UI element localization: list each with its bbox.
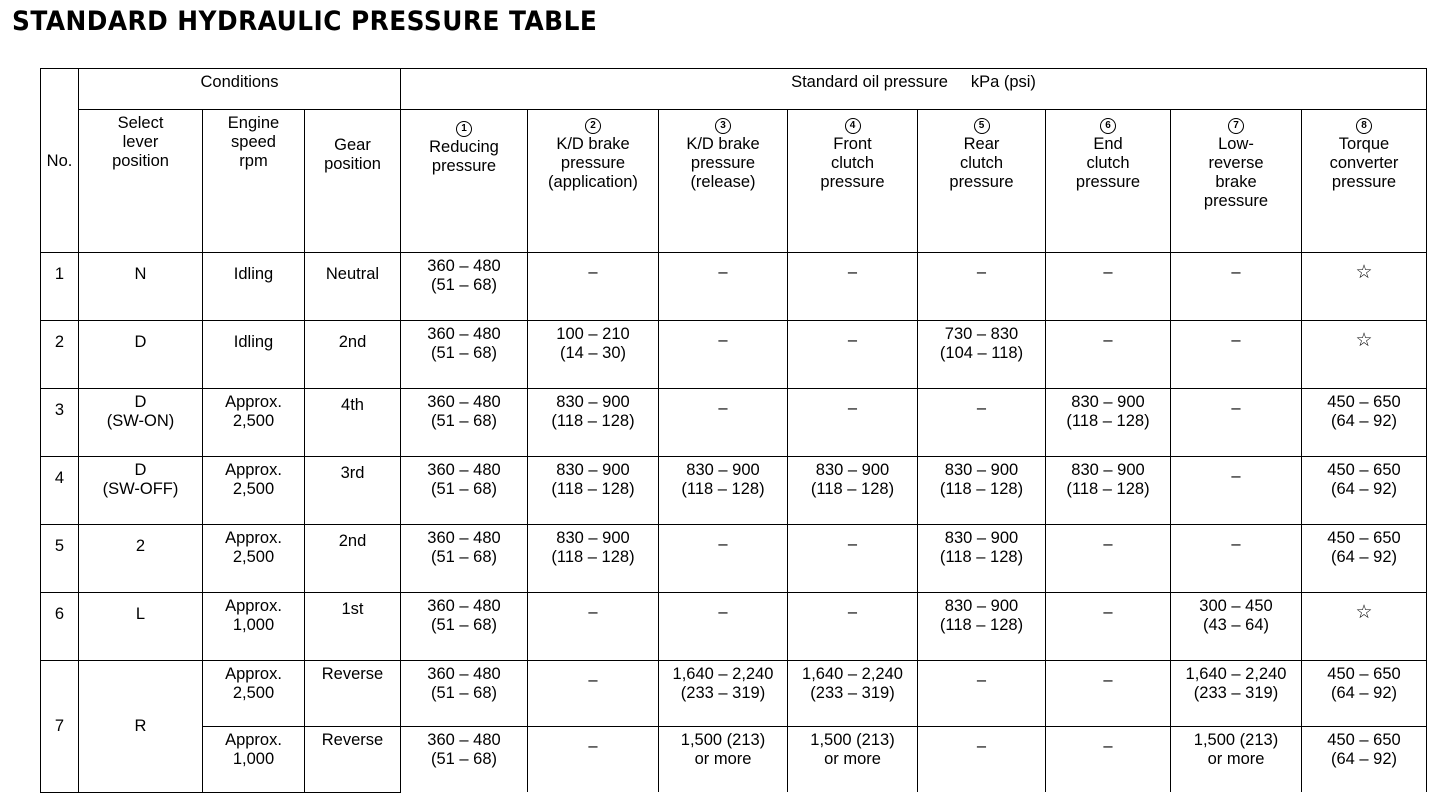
cell-line: 450 – 650 [1327, 461, 1401, 479]
cell-line: – [1103, 737, 1113, 755]
pressure-cell-7 [1171, 661, 1302, 727]
cell-line: 1,500 (213) [810, 731, 895, 749]
cell-line: (64 – 92) [1330, 548, 1398, 566]
header-line: rpm [239, 152, 268, 170]
table-row [41, 525, 1427, 593]
header-line: Front [833, 135, 872, 153]
cell-line: – [1231, 535, 1241, 553]
header-engine-speed [203, 110, 305, 253]
pressure-cell-4 [788, 253, 918, 321]
header-line: position [112, 152, 169, 170]
header-line: position [324, 155, 381, 173]
cell-line: – [847, 263, 858, 281]
cell-line: D [134, 461, 147, 479]
engine-speed-cell [203, 457, 305, 525]
pressure-cell-4 [788, 525, 918, 593]
cell-line: 2,500 [232, 480, 275, 498]
cell-line: (51 – 68) [430, 548, 498, 566]
cell-line: (51 – 68) [430, 276, 498, 294]
cell-line: 830 – 900 [1071, 461, 1145, 479]
star-icon: ☆ [1355, 330, 1373, 351]
header-pressure-8 [1302, 110, 1427, 253]
circled-number-icon: 3 [715, 118, 731, 134]
cell-line: 2,500 [232, 412, 275, 430]
pressure-cell-5 [918, 661, 1046, 727]
cell-line: 4 [54, 469, 65, 487]
pressure-cell-2 [528, 525, 659, 593]
cell-line: – [976, 671, 987, 689]
cell-line: Approx. [225, 731, 282, 749]
pressure-cell-5 [918, 727, 1046, 793]
header-line: K/D brake [686, 135, 760, 153]
header-line: lever [122, 133, 159, 151]
cell-line: (118 – 128) [551, 480, 635, 498]
cell-line: 360 – 480 [427, 393, 501, 411]
pressure-cell-8 [1302, 727, 1427, 793]
header-line: brake [1215, 173, 1257, 191]
header-line: pressure [560, 154, 626, 172]
cell-line: 1st [341, 600, 364, 618]
select-lever-cell [79, 661, 203, 793]
row-number [41, 389, 79, 457]
pressure-cell-3 [659, 661, 788, 727]
table-row [41, 727, 1427, 793]
cell-line: (118 – 128) [681, 480, 765, 498]
cell-line: (233 – 319) [810, 684, 895, 702]
header-line: clutch [959, 154, 1004, 172]
cell-line: (64 – 92) [1330, 684, 1398, 702]
header-line: pressure [1331, 173, 1397, 191]
circled-number-icon: 7 [1228, 118, 1244, 134]
pressure-cell-6 [1046, 457, 1171, 525]
cell-line: 3rd [340, 464, 365, 482]
cell-line: 830 – 900 [556, 393, 630, 411]
pressure-cell-7 [1171, 321, 1302, 389]
header-line: pressure [949, 173, 1014, 191]
select-lever-cell [79, 321, 203, 389]
cell-line: 4th [341, 396, 364, 414]
cell-line: 300 – 450 [1199, 597, 1273, 615]
row-number [41, 593, 79, 661]
pressure-cell-6 [1046, 727, 1171, 793]
cell-line: (118 – 128) [551, 412, 635, 430]
header-line: clutch [830, 154, 875, 172]
header-pressure-2 [528, 110, 659, 253]
cell-line: 2,500 [232, 684, 275, 702]
cell-line: 830 – 900 [556, 529, 630, 547]
cell-line: 1,000 [232, 616, 275, 634]
pressure-cell-1 [401, 593, 528, 661]
header-line: pressure [1075, 173, 1141, 191]
pressure-cell-3 [659, 457, 788, 525]
gear-position-cell [305, 389, 401, 457]
cell-line: (51 – 68) [430, 412, 498, 430]
pressure-cell-5 [918, 525, 1046, 593]
pressure-cell-2 [528, 727, 659, 793]
pressure-cell-8 [1302, 593, 1427, 661]
pressure-cell-6 [1046, 389, 1171, 457]
header-line: End [1093, 135, 1123, 153]
header-line: pressure [431, 157, 497, 175]
cell-line: (43 – 64) [1202, 616, 1270, 634]
pressure-cell-8 [1302, 661, 1427, 727]
pressure-cell-2 [528, 457, 659, 525]
cell-line: 360 – 480 [427, 325, 501, 343]
cell-line: Reverse [321, 665, 384, 683]
cell-line: – [976, 263, 987, 281]
select-lever-cell [79, 457, 203, 525]
circled-number-icon: 4 [845, 118, 861, 134]
pressure-cell-2 [528, 253, 659, 321]
cell-line: Approx. [225, 461, 282, 479]
row-number [41, 661, 79, 793]
header-conditions: Conditions [79, 69, 401, 110]
cell-line: 1,000 [232, 750, 275, 768]
cell-line: – [1103, 263, 1113, 281]
cell-line: 830 – 900 [1071, 393, 1145, 411]
cell-line: Approx. [225, 597, 282, 615]
cell-line: (SW-ON) [106, 412, 175, 430]
cell-line: or more [694, 750, 752, 768]
cell-line: 450 – 650 [1327, 529, 1401, 547]
pressure-cell-3 [659, 593, 788, 661]
engine-speed-cell [203, 321, 305, 389]
header-line: pressure [1203, 192, 1269, 210]
header-pressure-6 [1046, 110, 1171, 253]
cell-line: (118 – 128) [939, 480, 1024, 498]
cell-line: (51 – 68) [430, 684, 498, 702]
pressure-cell-2 [528, 661, 659, 727]
select-lever-cell [79, 389, 203, 457]
pressure-cell-8 [1302, 389, 1427, 457]
cell-line: – [718, 399, 728, 417]
pressure-cell-1 [401, 321, 528, 389]
gear-position-cell [305, 661, 401, 727]
cell-line: (51 – 68) [430, 616, 498, 634]
pressure-cell-3 [659, 253, 788, 321]
cell-line: – [847, 399, 858, 417]
cell-line: 360 – 480 [427, 731, 501, 749]
select-lever-cell [79, 525, 203, 593]
cell-line: Idling [233, 265, 274, 283]
cell-line: 6 [54, 605, 65, 623]
pressure-cell-5 [918, 457, 1046, 525]
cell-line: 360 – 480 [427, 529, 501, 547]
cell-line: (233 – 319) [680, 684, 766, 702]
cell-line: (64 – 92) [1330, 412, 1398, 430]
header-line: Reducing [429, 138, 499, 156]
pressure-cell-6 [1046, 661, 1171, 727]
cell-line: Approx. [225, 393, 282, 411]
cell-line: 100 – 210 [556, 325, 630, 343]
star-icon: ☆ [1355, 602, 1373, 623]
cell-line: – [847, 603, 858, 621]
cell-line: – [976, 399, 987, 417]
row-number [41, 253, 79, 321]
cell-line: – [588, 671, 598, 689]
cell-line: 450 – 650 [1327, 665, 1401, 683]
pressure-cell-7 [1171, 389, 1302, 457]
pressure-cell-4 [788, 661, 918, 727]
pressure-cell-1 [401, 661, 528, 727]
circled-number-icon: 2 [585, 118, 601, 134]
cell-line: 2 [135, 537, 146, 555]
cell-line: 5 [54, 537, 65, 555]
cell-line: 830 – 900 [944, 597, 1019, 615]
cell-line: D [134, 393, 147, 411]
cell-line: – [1231, 263, 1241, 281]
pressure-cell-7 [1171, 593, 1302, 661]
cell-line: – [718, 603, 728, 621]
header-select-lever [79, 110, 203, 253]
engine-speed-cell [203, 593, 305, 661]
cell-line: – [588, 603, 598, 621]
cell-line: R [134, 716, 147, 735]
pressure-cell-5 [918, 321, 1046, 389]
cell-line: (51 – 68) [430, 750, 498, 768]
gear-position-cell [305, 253, 401, 321]
table-row [41, 661, 1427, 727]
pressure-cell-8 [1302, 525, 1427, 593]
cell-line: 360 – 480 [427, 461, 501, 479]
cell-line: or more [824, 750, 881, 768]
cell-line: (118 – 128) [1066, 480, 1150, 498]
pressure-cell-8 [1302, 321, 1427, 389]
cell-line: 2nd [338, 532, 367, 550]
cell-line: 830 – 900 [686, 461, 760, 479]
cell-line: 450 – 650 [1327, 731, 1401, 749]
cell-line: 450 – 650 [1327, 393, 1401, 411]
cell-line: Neutral [325, 265, 380, 283]
engine-speed-cell [203, 389, 305, 457]
cell-line: (118 – 128) [1066, 412, 1150, 430]
cell-line: 830 – 900 [944, 461, 1019, 479]
row-number [41, 457, 79, 525]
cell-line: – [1103, 331, 1113, 349]
pressure-cell-3 [659, 525, 788, 593]
header-line: clutch [1086, 154, 1130, 172]
table-row [41, 321, 1427, 389]
cell-line: (118 – 128) [939, 616, 1024, 634]
cell-line: – [1231, 399, 1241, 417]
header-pressure-1 [401, 110, 528, 253]
pressure-cell-1 [401, 457, 528, 525]
pressure-cell-2 [528, 389, 659, 457]
header-pressure-7 [1171, 110, 1302, 253]
cell-line: – [718, 331, 728, 349]
cell-line: 1,500 (213) [1193, 731, 1279, 749]
cell-line: Approx. [225, 529, 282, 547]
header-standard-oil-pressure: Standard oil pressure kPa (psi) [401, 69, 1427, 110]
cell-line: (64 – 92) [1330, 480, 1398, 498]
circled-number-icon: 5 [974, 118, 990, 134]
cell-line: – [718, 535, 728, 553]
cell-line: 2,500 [232, 548, 275, 566]
pressure-cell-6 [1046, 321, 1171, 389]
row-number [41, 525, 79, 593]
cell-line: (118 – 128) [551, 548, 635, 566]
star-icon: ☆ [1355, 262, 1373, 283]
table-row [41, 253, 1427, 321]
header-gear-position [305, 110, 401, 253]
cell-line: D [134, 333, 147, 351]
pressure-cell-4 [788, 457, 918, 525]
cell-line: 1 [54, 265, 65, 283]
pressure-cell-8 [1302, 457, 1427, 525]
cell-line: – [588, 737, 598, 755]
table-row [41, 389, 1427, 457]
cell-line: – [976, 737, 987, 755]
header-line: Gear [334, 136, 371, 154]
header-pressure-5 [918, 110, 1046, 253]
pressure-cell-6 [1046, 525, 1171, 593]
header-line: speed [231, 133, 276, 151]
gear-position-cell [305, 321, 401, 389]
cell-line: 2 [54, 333, 65, 351]
cell-line: Reverse [321, 731, 384, 749]
pressure-cell-3 [659, 389, 788, 457]
cell-line: N [134, 265, 147, 283]
pressure-cell-7 [1171, 727, 1302, 793]
page-title: STANDARD HYDRAULIC PRESSURE TABLE [12, 6, 598, 37]
pressure-cell-2 [528, 593, 659, 661]
cell-line: Idling [233, 333, 274, 351]
gear-position-cell [305, 457, 401, 525]
pressure-cell-5 [918, 593, 1046, 661]
table-row [41, 457, 1427, 525]
cell-line: 830 – 900 [944, 529, 1019, 547]
pressure-cell-1 [401, 525, 528, 593]
pressure-cell-3 [659, 321, 788, 389]
pressure-cell-4 [788, 727, 918, 793]
cell-line: – [1103, 671, 1113, 689]
engine-speed-cell [203, 525, 305, 593]
gear-position-cell [305, 727, 401, 793]
cell-line: 360 – 480 [427, 665, 501, 683]
cell-line: – [1103, 603, 1113, 621]
cell-line: – [1231, 331, 1241, 349]
cell-line: (104 – 118) [939, 344, 1024, 362]
cell-line: 7 [54, 716, 65, 735]
cell-line: 1,640 – 2,240 [802, 665, 903, 683]
pressure-cell-6 [1046, 593, 1171, 661]
pressure-cell-5 [918, 253, 1046, 321]
engine-speed-cell [203, 253, 305, 321]
cell-line: Approx. [225, 665, 282, 683]
header-line: Low- [1218, 135, 1254, 153]
pressure-cell-3 [659, 727, 788, 793]
header-line: (application) [548, 173, 638, 191]
pressure-table [40, 68, 1427, 793]
cell-line: – [1231, 467, 1241, 485]
header-line: (release) [690, 173, 756, 191]
select-lever-cell [79, 593, 203, 661]
circled-number-icon: 1 [456, 121, 472, 137]
pressure-cell-6 [1046, 253, 1171, 321]
circled-number-icon: 8 [1356, 118, 1372, 134]
cell-line: or more [1207, 750, 1265, 768]
cell-line: (233 – 319) [1193, 684, 1279, 702]
pressure-cell-1 [401, 727, 528, 793]
header-line: pressure [690, 154, 756, 172]
cell-line: (51 – 68) [430, 344, 498, 362]
cell-line: – [588, 263, 598, 281]
engine-speed-cell [203, 727, 305, 793]
header-line: Engine [227, 114, 280, 132]
cell-line: (118 – 128) [939, 548, 1024, 566]
cell-line: 360 – 480 [427, 257, 501, 275]
gear-position-cell [305, 525, 401, 593]
cell-line: 2nd [338, 333, 367, 351]
pressure-cell-4 [788, 593, 918, 661]
header-line: K/D brake [556, 135, 630, 153]
pressure-cell-7 [1171, 525, 1302, 593]
pressure-cell-1 [401, 389, 528, 457]
header-row-columns [41, 110, 1427, 253]
header-line: Select [117, 114, 164, 132]
header-no: No. [41, 69, 79, 253]
header-pressure-4 [788, 110, 918, 253]
cell-line: 830 – 900 [556, 461, 630, 479]
header-pressure-3 [659, 110, 788, 253]
pressure-cell-5 [918, 389, 1046, 457]
pressure-cell-8 [1302, 253, 1427, 321]
header-line: pressure [820, 173, 885, 191]
table-row [41, 593, 1427, 661]
cell-line: (64 – 92) [1330, 750, 1398, 768]
pressure-cell-7 [1171, 253, 1302, 321]
cell-line: 830 – 900 [815, 461, 890, 479]
cell-line: – [847, 535, 858, 553]
cell-line: – [847, 331, 858, 349]
header-row-top [41, 69, 1427, 110]
pressure-cell-2 [528, 321, 659, 389]
cell-line: (51 – 68) [430, 480, 498, 498]
cell-line: 1,500 (213) [680, 731, 766, 749]
gear-position-cell [305, 593, 401, 661]
cell-line: L [135, 605, 146, 623]
cell-line: – [718, 263, 728, 281]
header-line: Torque [1338, 135, 1390, 153]
cell-line: (118 – 128) [810, 480, 895, 498]
cell-line: 1,640 – 2,240 [672, 665, 774, 683]
circled-number-icon: 6 [1100, 118, 1116, 134]
pressure-cell-1 [401, 253, 528, 321]
pressure-cell-4 [788, 389, 918, 457]
select-lever-cell [79, 253, 203, 321]
header-line: reverse [1208, 154, 1264, 172]
pressure-cell-4 [788, 321, 918, 389]
header-line: Rear [963, 135, 1000, 153]
header-line: converter [1329, 154, 1399, 172]
cell-line: (SW-OFF) [102, 480, 179, 498]
pressure-cell-7 [1171, 457, 1302, 525]
cell-line: (14 – 30) [559, 344, 627, 362]
cell-line: – [1103, 535, 1113, 553]
cell-line: 3 [54, 401, 65, 419]
engine-speed-cell [203, 661, 305, 727]
cell-line: 360 – 480 [427, 597, 501, 615]
row-number [41, 321, 79, 389]
cell-line: 730 – 830 [944, 325, 1019, 343]
cell-line: 1,640 – 2,240 [1185, 665, 1287, 683]
